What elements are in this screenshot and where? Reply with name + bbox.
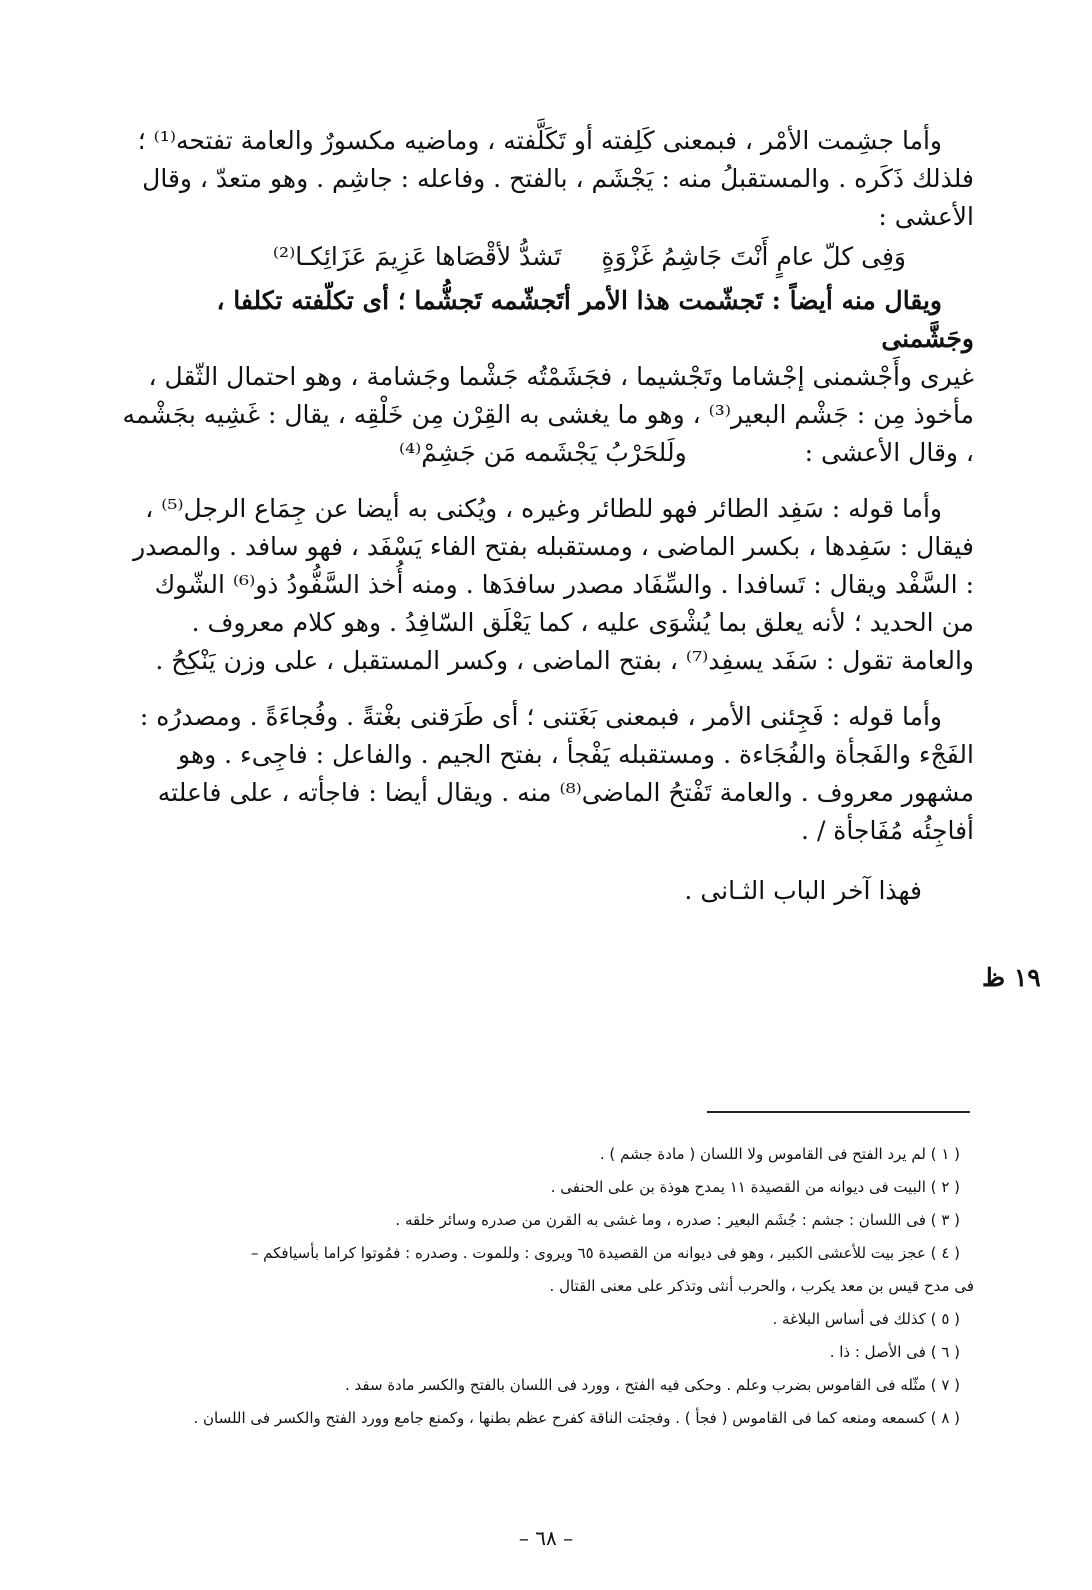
footnote-5: ( ٥ ) كذلك فى أساس البلاغة . (772, 1310, 960, 1328)
paragraph-tajashshum-text: غيرى وأَجْشمنى إجْشاما وتَجْشيما ، فجَشَمْتُه جَشْما وجَشامة ، وهو احتمال الثّقل ، مأخوذ مِن : جَشْم البعير⁽³⁾ ، وهو ما يغشى به القِرْن مِن خَلْقِه ، يقال : غَشِيه بجَشْمه ، وقال الأعشى : (122, 362, 974, 467)
verse-line-1 (118, 238, 974, 276)
footnote-2: ( ٢ ) البيت فى ديوانه من القصيدة ١١ يمدح هوذة بن على الحنفى . (550, 1178, 960, 1196)
verse-1-second-hemistich: تَشدُّ لأقْصَاها عَزِيمَ عَزَائِكـا⁽²⁾ (272, 242, 562, 271)
paragraph-jashima: وأما جشِمت الأمْر ، فبمعنى كَلِفته أو تَكَلَّفته ، وماضيه مكسورٌ والعامة تفتحه⁽¹⁾ ؛ فلذلك ذَكَره . والمستقبلُ منه : يَجْشَم ، بالفتح . وفاعله : جاشِم . وهو متعدّ ، وقال الأعشى : (137, 126, 974, 231)
paragraph-safida: وأما قوله : سَفِد الطائر فهو للطائر وغيره ، ويُكنى به أيضا عن جِمَاع الرجل⁽⁵⁾ ، فيقال : سَفِدها ، بكسر الماضى ، ومستقبله بفتح الفاء يَسْفَد ، فهو سافد . والمصدر : السَّفْد ويقال : تَسافدا . والسِّفَاد مصدر سافدَها . ومنه أُخذ السَّفُّودُ ذو⁽⁶⁾ الشّوك من الحديد ؛ لأنه يعلق بما يُشْوَى عليه ، كما يَعْلَق السّافِدُ . وهو كلام معروف . والعامة تقول : سَفَد يسفِد⁽⁷⁾ ، بفتح الماضى ، وكسر المستقبل ، على وزن يَنْكِحُ . (133, 494, 974, 675)
footnote-3: ( ٣ ) فى اللسان : جشم : جُشَم البعير : صدره ، وما غشى به القرن من صدره وسائر خلقه . (395, 1211, 960, 1229)
footnote-1: ( ١ ) لم يرد الفتح فى القاموس ولا اللسان ( مادة جشم ) . (599, 1145, 960, 1163)
manuscript-folio-marker: ١٩ ظ (982, 963, 1041, 992)
footnote-4: ( ٤ ) عجز بيت للأعشى الكبير ، وهو فى ديوانه من القصيدة ٦٥ ويروى : وللموت . وصدره : فمُوتوا كراما بأسيافكم – (250, 1244, 960, 1262)
footnote-4-continuation: فى مدح قيس بن معد يكرب ، والحرب أنثى وتذكر على معنى القتال . (549, 1277, 974, 1295)
page-number: – ٦٨ – (518, 1526, 574, 1550)
paragraph-fajiani: وأما قوله : فَجِئنى الأمر ، فبمعنى بَغَتنى ؛ أى طَرَقنى بغْتةً . وفُجاءَةً . ومصدرُه : الفَجْء والفَجأة والفُجَاءة . ومستقبله يَفْجأ ، بفتح الجيم . والفاعل : فاجِىء . وهو مشهور معروف . والعامة تَفْتحُ الماضى⁽⁸⁾ منه . ويقال أيضا : فاجأته ، على فاعلته أفاجِئُه مُفَاجأة / . (139, 702, 974, 845)
footnotes (118, 1138, 974, 1435)
verse-1-first-hemistich: وَفِى كلّ عامٍ أَنْتَ جَاشِمُ غَزْوَةٍ (601, 242, 906, 271)
main-text (118, 122, 974, 910)
paragraph-tajashshum-bold: ويقال منه أيضاً : تَجشّمت هذا الأمر أتَجشّمه تَجشُّما ؛ أى تكلّفته تكلفا ، وجَشَّمنى (216, 286, 974, 353)
footnote-8: ( ٨ ) كسمعه ومنعه كما فى القاموس ( فجأ ) . وفجئت الناقة كفرح عظم بطنها ، وكمنع جامع وورد الفتح والكسر فى اللسان . (193, 1409, 960, 1427)
footnote-7: ( ٧ ) مثّله فى القاموس بضرب وعلم . وحكى فيه الفتح ، وورد فى اللسان بالفتح والكسر مادة سفد . (344, 1376, 960, 1394)
footnote-divider (707, 1111, 970, 1113)
paragraph-tajashshum (118, 358, 974, 472)
verse-line-2: ولَلحَرْبُ يَجْشَمه مَن جَشِمْ⁽⁴⁾ (398, 438, 687, 467)
chapter-end-line: فهذا آخر الباب الثـانى . (684, 876, 922, 905)
footnote-6: ( ٦ ) فى الأصل : ذا . (829, 1343, 960, 1361)
